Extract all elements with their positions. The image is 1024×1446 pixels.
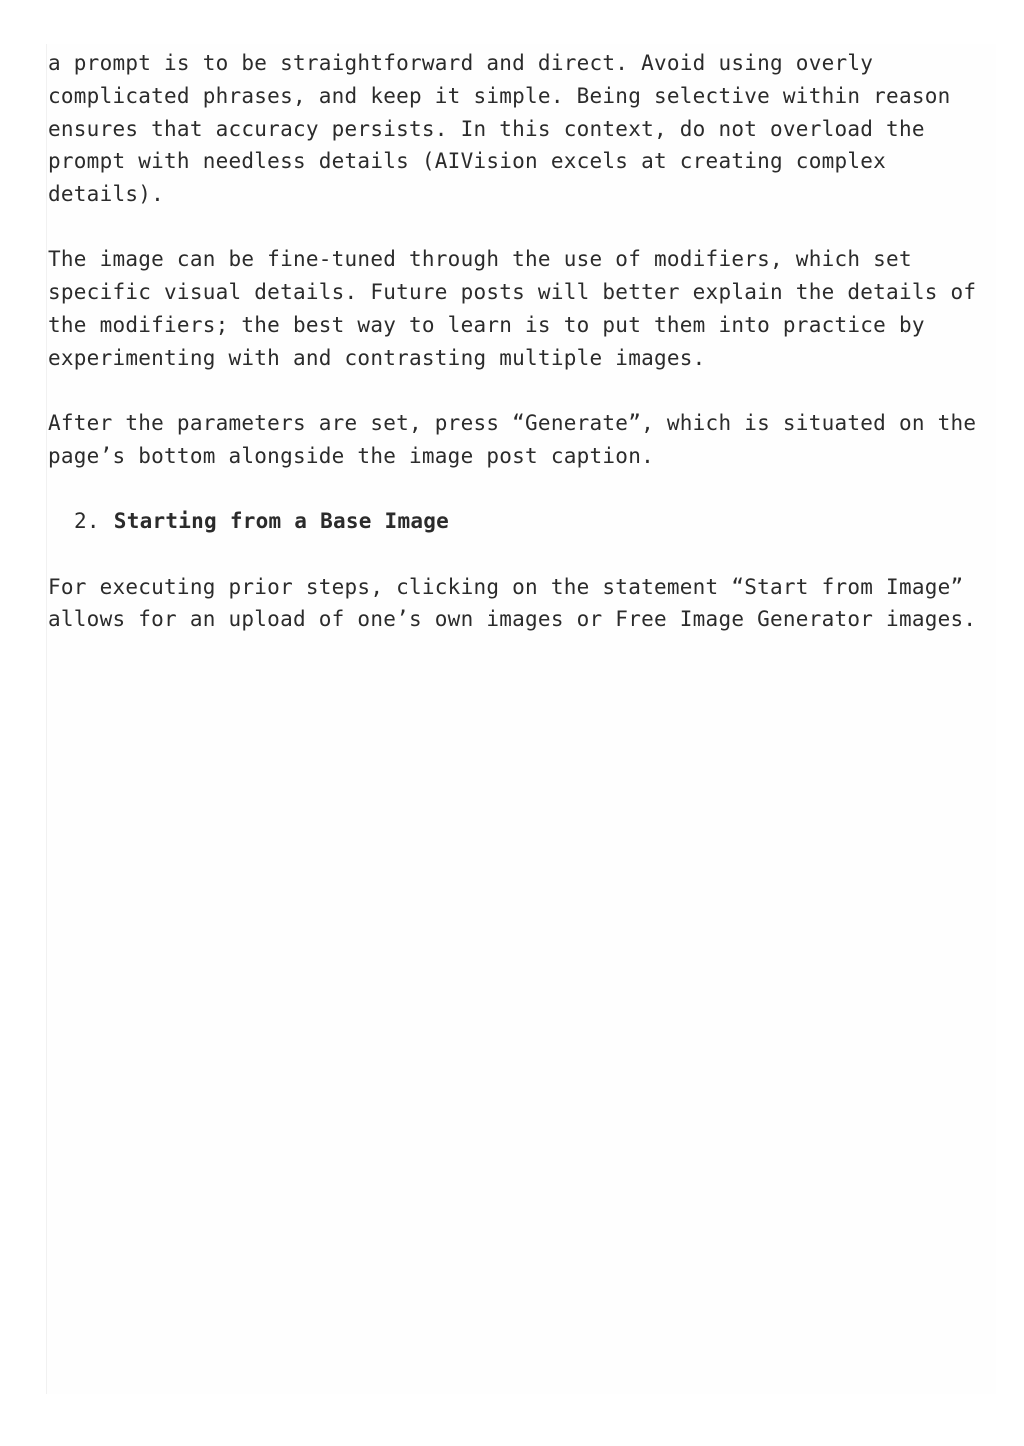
paragraph-generate: After the parameters are set, press “Generate”, which is situated on the page’s bottom alongside the image post caption. [48, 411, 977, 468]
list-number: 2. [74, 509, 100, 534]
list-item-base-image [48, 505, 998, 538]
paragraph-prompt-tips: a prompt is to be straightforward and direct. Avoid using overly complicated phrases, and keep it simple. Being selective within reason ensures that accuracy persists. In this context, do not overload the prompt with needless details (AIVision excels at creating complex details). [48, 51, 951, 207]
article-body [48, 47, 998, 636]
paragraph-modifiers: The image can be fine-tuned through the use of modifiers, which set specific visual details. Future posts will better explain the details of the modifiers; the best way to learn is to put them into practice by experimenting with and contrasting multiple images. [48, 247, 977, 370]
paragraph-start-from-image: For executing prior steps, clicking on the statement “Start from Image” allows for an upload of one’s own images or Free Image Generator images. [48, 574, 977, 632]
section-heading: Starting from a Base Image [113, 509, 450, 534]
